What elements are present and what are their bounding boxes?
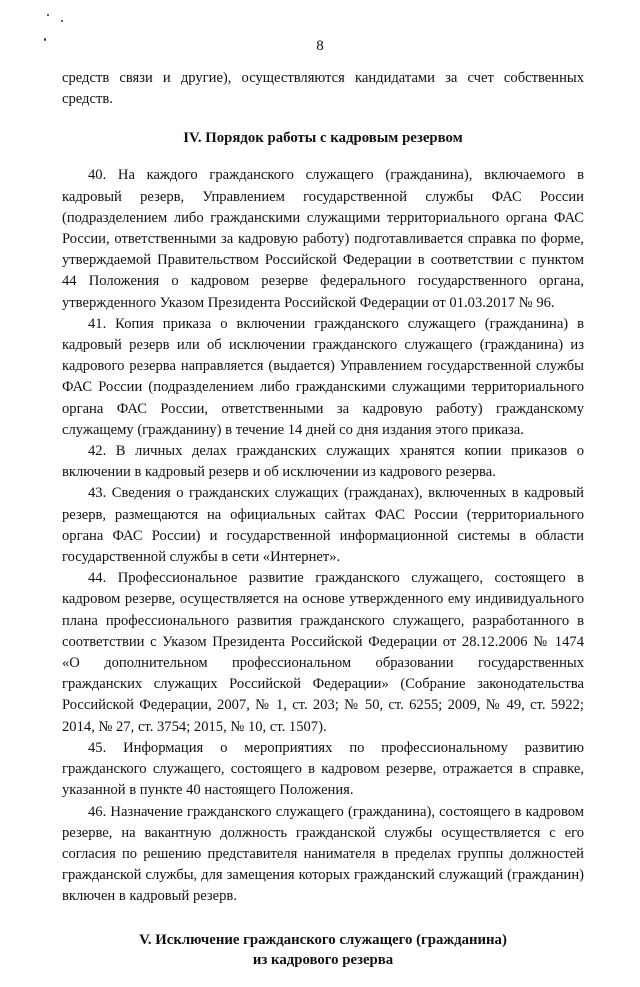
scan-speck — [61, 20, 63, 22]
section-heading-v-line2: из кадрового резерва — [252, 951, 394, 968]
paragraph-46: 46. Назначение гражданского служащего (гражданина), состоящего в кадровом резерве, на вакантную должность гражданской службы осуществляется с его согласия по решению представителя нанимателя в пределах группы должностей гражданской службы, для замещения которых гражданский служащий (гражданин) включен в кадровый резерв. — [62, 803, 584, 905]
continuation-paragraph: средств связи и другие), осуществляются кандидатами за счет собственных средств. — [62, 70, 584, 108]
paragraph-43: 43. Сведения о гражданских служащих (гражданах), включенных в кадровый резерв, размещаются на официальных сайтах ФАС России (территориального органа ФАС России) и государственной информационной системы в области государственной службы в сети «Интернет». — [62, 485, 584, 566]
section-heading-v — [62, 930, 584, 970]
paragraph-42: 42. В личных делах гражданских служащих хранятся копии приказов о включении в кадровый резерв и об исключении из кадрового резерва. — [62, 443, 584, 481]
paragraph-45: 45. Информация о мероприятиях по профессиональному развитию гражданского служащего, состоящего в кадровом резерве, отражается в справке, указанной в пункте 40 настоящего Положения. — [62, 739, 584, 799]
scan-speck — [47, 14, 49, 16]
section-heading-iv: IV. Порядок работы с кадровым резервом — [183, 130, 463, 147]
document-body — [62, 68, 584, 987]
section-heading-v-line1: V. Исключение гражданского служащего (гражданина) — [139, 931, 507, 948]
paragraph-44: 44. Профессиональное развитие гражданского служащего, состоящего в кадровом резерве, осуществляется на основе утвержденного ему индивидуального плана профессионального развития гражданского служащего, разработанного в соответствии с Указом Президента Российской Федерации от 28.12.2006 № 1474 «О дополнительном профессиональном образовании государственных гражданских служащих Российской Федерации» (Собрание законодательства Российской Федерации, 2007, № 1, ст. 203; № 50, ст. 6255; 2009, № 49, ст. 5922; 2014, № 27, ст. 3754; 2015, № 10, ст. 1507). — [62, 570, 584, 735]
paragraph-40: 40. На каждого гражданского служащего (гражданина), включаемого в кадровый резерв, Управлением государственной службы ФАС России (подразделением либо гражданскими служащими территориального органа ФАС России, ответственными за кадровую работу) подготавливается справка по форме, утверждаемой Правительством Российской Федерации в соответствии с пунктом 44 Положения о кадровом резерве федерального государственного органа, утвержденного Указом Президента Российской Федерации от 01.03.2017 № 96. — [62, 167, 584, 311]
page-number: 8 — [316, 38, 324, 54]
paragraph-41: 41. Копия приказа о включении гражданского служащего (гражданина) в кадровый резерв или об исключении гражданского служащего (гражданина) из кадрового резерва направляется (выдается) Управлением государственной службы ФАС России (подразделением либо гражданскими служащими территориального органа ФАС России, ответственными за кадровую работу) гражданскому служащему (гражданину) в течение 14 дней со дня издания этого приказа. — [62, 315, 584, 438]
